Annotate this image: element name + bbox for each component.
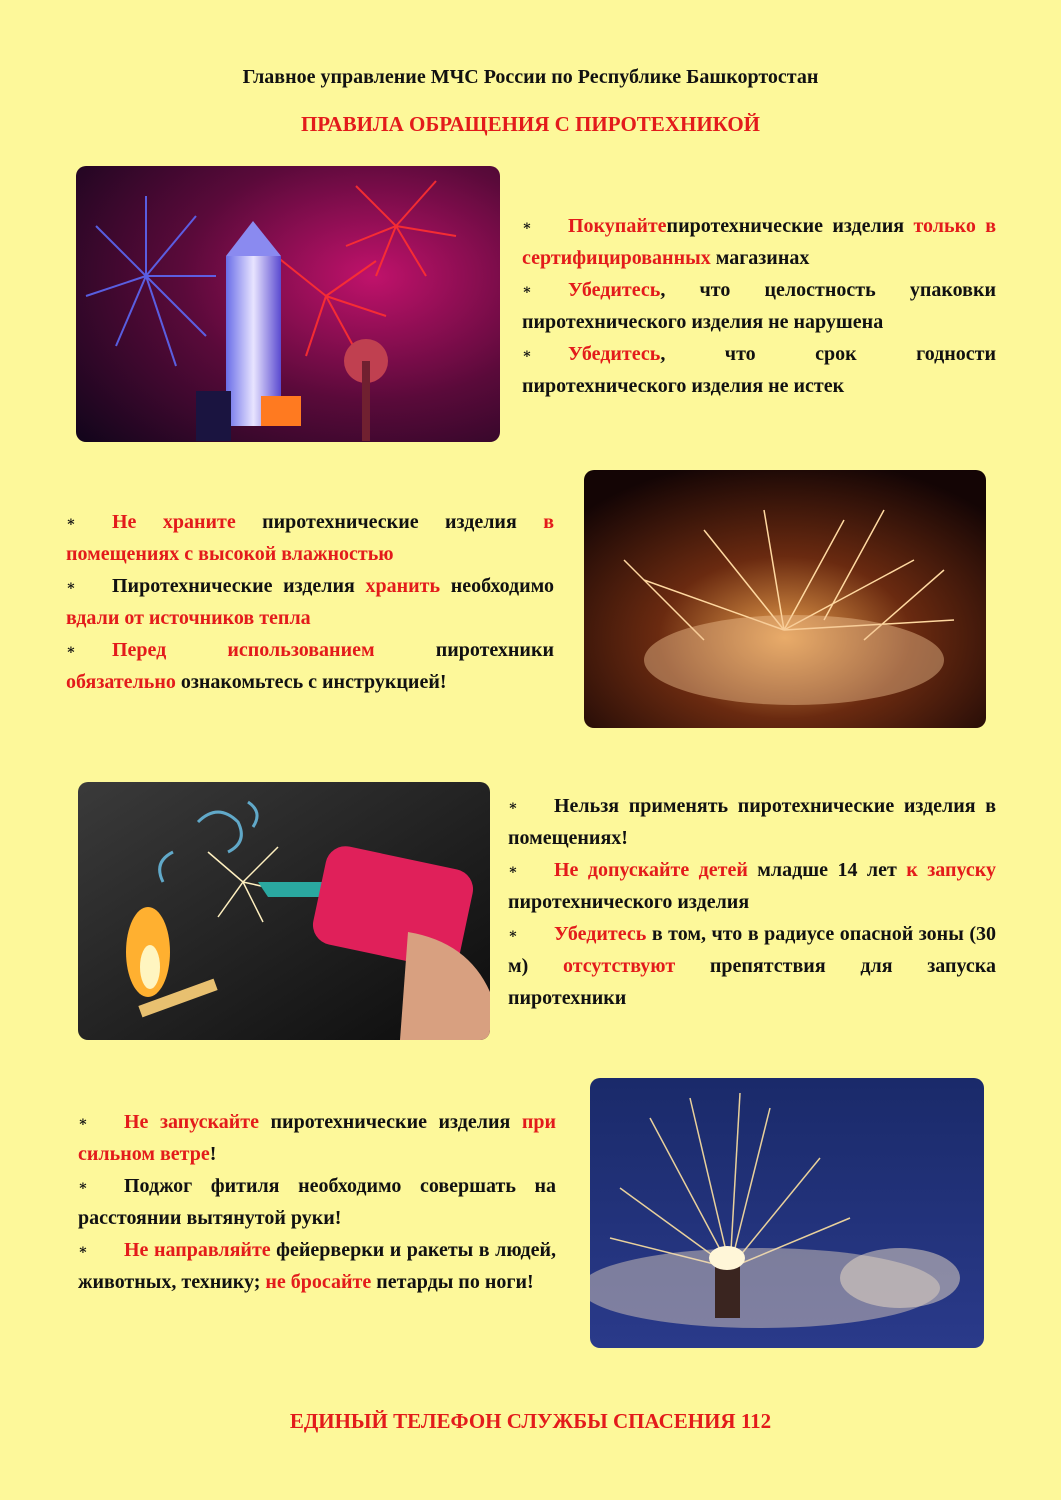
page-title: ПРАВИЛА ОБРАЩЕНИЯ С ПИРОТЕХНИКОЙ (300, 112, 761, 136)
rule-text: пиротехнические изделия (666, 215, 914, 237)
emphasis-text: при сильном ветре (78, 1111, 556, 1165)
bullet-star-icon: ∗ (522, 347, 532, 362)
sparks-image (584, 470, 986, 728)
rule-item (66, 570, 554, 634)
rule-text: петарды по ноги! (371, 1271, 534, 1293)
emphasis-text: только в сертифицированных (522, 215, 996, 269)
organization-name: Главное управление МЧС России по Республике Башкортостан (242, 66, 819, 88)
emphasis-text: к запуску (906, 859, 997, 881)
bullet-star-icon: ∗ (508, 799, 518, 814)
rule-text: пиротехнические изделия (235, 511, 544, 533)
fireworks-rockets-image (76, 166, 500, 442)
rule-text: магазинах (710, 247, 810, 269)
rule-text: фейерверки и ракеты в людей, животных, технику; (78, 1239, 556, 1293)
rule-text: в том, что в радиусе опасной зоны (30 м) (508, 923, 996, 977)
emphasis-text: Не храните (112, 511, 236, 533)
emphasis-text: Убедитесь (554, 923, 647, 945)
rule-item (66, 634, 554, 698)
emphasis-text: Не направляйте (124, 1239, 271, 1261)
rule-text: пиротехнические изделия (258, 1111, 522, 1133)
rule-text: препятствия для запуска пиротехники (508, 955, 996, 1009)
rule-item (508, 790, 996, 854)
bullet-star-icon: ∗ (522, 219, 532, 234)
rule-text: ознакомьтесь с инструкцией! (175, 671, 447, 693)
bullet-star-icon: ∗ (66, 579, 76, 594)
fountain-firework-image (590, 1078, 984, 1348)
rule-text: , что целостность упаковки пиротехнического изделия не нарушена (522, 279, 996, 333)
rule-item (522, 338, 996, 402)
emphasis-text: Не запускайте (124, 1111, 259, 1133)
emphasis-text: вдали от источников тепла (66, 607, 311, 629)
rule-text: , что срок годности пиротехнического изделия не истек (522, 343, 996, 397)
rule-item (78, 1234, 556, 1298)
bullet-star-icon: ∗ (66, 643, 76, 658)
rule-item (508, 918, 996, 1014)
bullet-star-icon: ∗ (508, 927, 518, 942)
firecracker-match-image (78, 782, 490, 1040)
rule-item (522, 210, 996, 274)
emphasis-text: Перед использованием (112, 639, 375, 661)
rules-block-2 (66, 506, 554, 698)
emphasis-text: обязательно (66, 671, 176, 693)
rule-item (66, 506, 554, 570)
rule-text: ! (209, 1143, 217, 1165)
rule-item (522, 274, 996, 338)
emphasis-text: Убедитесь (568, 279, 661, 301)
rules-block-3 (508, 790, 996, 1014)
bullet-star-icon: ∗ (66, 515, 76, 530)
rule-text: Нельзя применять пиротехнические изделия в помещениях! (508, 795, 996, 849)
rules-block-4 (78, 1106, 556, 1298)
rule-text: пиротехнического изделия (508, 891, 750, 913)
rule-text: Пиротехнические изделия (112, 575, 366, 597)
rule-item (78, 1170, 556, 1234)
emphasis-text: хранить (365, 575, 441, 597)
rule-item (508, 854, 996, 918)
rule-text: пиротехники (374, 639, 554, 661)
bullet-star-icon: ∗ (522, 283, 532, 298)
emergency-phone-footer: ЕДИНЫЙ ТЕЛЕФОН СЛУЖБЫ СПАСЕНИЯ 112 (289, 1409, 772, 1433)
emphasis-text: Убедитесь (568, 343, 661, 365)
bullet-star-icon: ∗ (78, 1179, 88, 1194)
rule-text: Поджог фитиля необходимо совершать на расстоянии вытянутой руки! (78, 1175, 556, 1229)
rule-text: необходимо (440, 575, 554, 597)
emphasis-text: Покупайте (568, 215, 667, 237)
emphasis-text: не бросайте (265, 1271, 372, 1293)
emphasis-text: Не допускайте детей (554, 859, 748, 881)
rule-text: младше 14 лет (747, 859, 907, 881)
emphasis-text: в помещениях с высокой влажностью (66, 511, 554, 565)
bullet-star-icon: ∗ (78, 1115, 88, 1130)
bullet-star-icon: ∗ (508, 863, 518, 878)
emphasis-text: отсутствуют (563, 955, 676, 977)
bullet-star-icon: ∗ (78, 1243, 88, 1258)
rule-item (78, 1106, 556, 1170)
rules-block-1 (522, 210, 996, 402)
